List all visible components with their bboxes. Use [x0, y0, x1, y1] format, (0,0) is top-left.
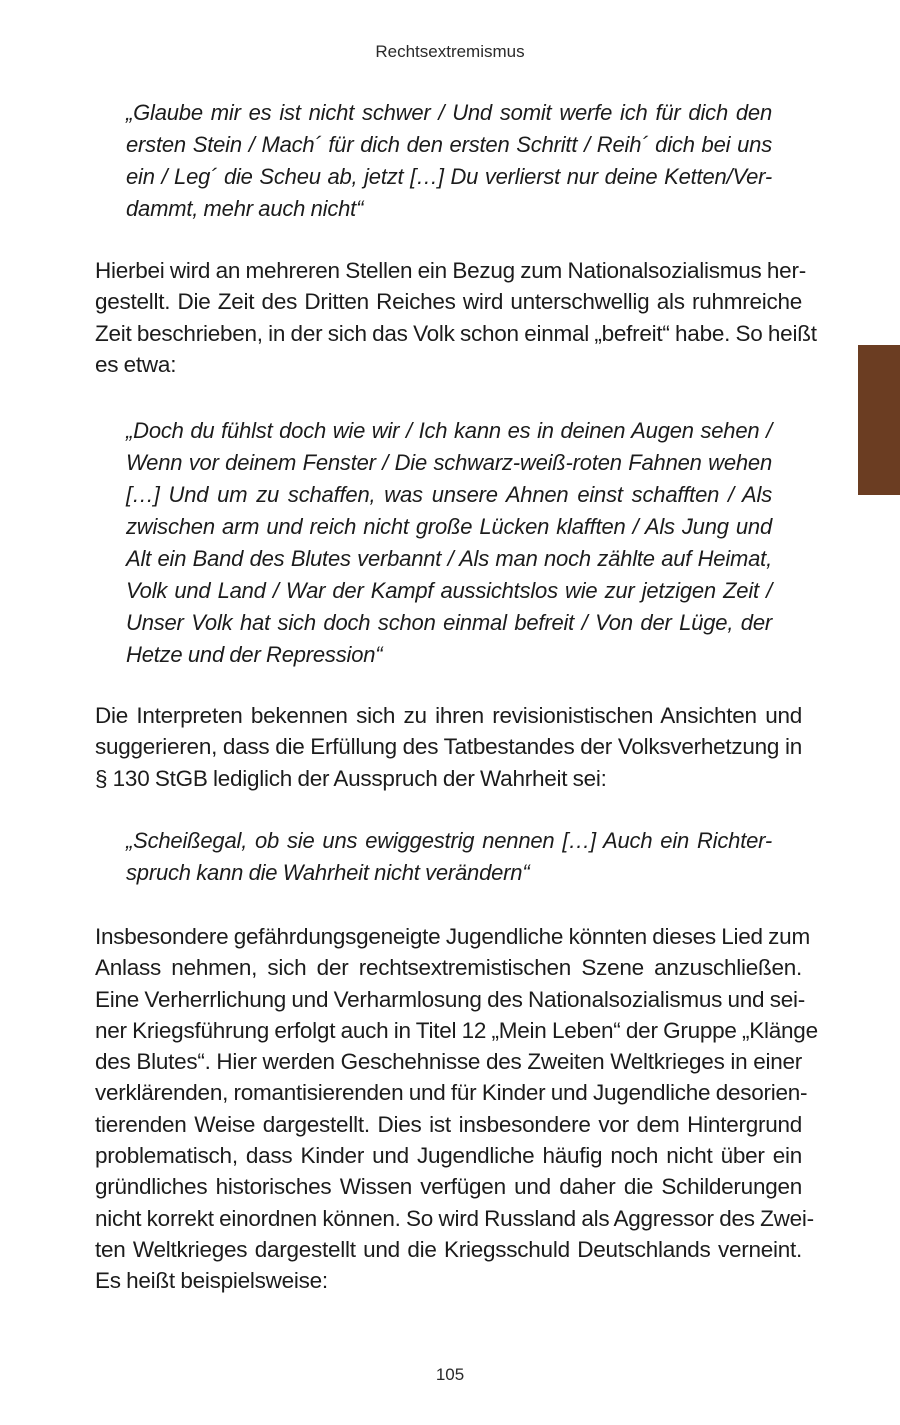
quote-line: Wenn vor deinem Fenster / Die schwarz-weiß-roten Fahnen wehen	[126, 450, 772, 475]
quote-line: Alt ein Band des Blutes verbannt / Als man noch zählte auf Heimat,	[126, 546, 772, 571]
paragraph-line: Zeit beschrieben, in der sich das Volk schon einmal „befreit“ habe. So heißt	[95, 320, 817, 346]
paragraph-line: Es heißt beispielsweise:	[95, 1268, 328, 1294]
paragraph-line: suggerieren, dass die Erfüllung des Tatbestandes der Volksverhetzung in	[95, 734, 802, 760]
quote-line: dammt, mehr auch nicht“	[126, 196, 364, 221]
quote-1	[126, 97, 772, 225]
quote-line: ersten Stein / Mach´ für dich den ersten Schritt / Reih´ dich bei uns	[126, 132, 772, 157]
quote-line: Unser Volk hat sich doch schon einmal befreit / Von der Lüge, der	[126, 610, 772, 635]
paragraph-line: Anlass nehmen, sich der rechtsextremistischen Szene anzuschließen.	[95, 955, 802, 981]
quote-line: […] Und um zu schaffen, was unsere Ahnen einst schafften / Als	[126, 482, 772, 507]
quote-line: spruch kann die Wahrheit nicht verändern“	[126, 860, 530, 885]
paragraph-line: des Blutes“. Hier werden Geschehnisse des Zweiten Weltkrieges in einer	[95, 1049, 802, 1075]
paragraph-2	[95, 700, 802, 794]
paragraph-line: Die Interpreten bekennen sich zu ihren revisionistischen Ansichten und	[95, 703, 802, 728]
page-number: 105	[435, 1365, 465, 1384]
quote-line: „Glaube mir es ist nicht schwer / Und somit werfe ich für dich den	[126, 100, 772, 125]
quote-3	[126, 825, 772, 889]
paragraph-1	[95, 255, 817, 380]
paragraph-line: gründliches historisches Wissen verfügen und daher die Schilderungen	[95, 1174, 802, 1200]
quote-line: „Doch du fühlst doch wie wir / Ich kann es in deinen Augen sehen /	[126, 418, 772, 443]
paragraph-line: Insbesondere gefährdungsgeneigte Jugendliche könnten dieses Lied zum	[95, 924, 810, 949]
paragraph-line: § 130 StGB lediglich der Ausspruch der Wahrheit sei:	[95, 765, 607, 791]
paragraph-line: nicht korrekt einordnen können. So wird Russland als Aggressor des Zwei-	[95, 1205, 814, 1231]
paragraph-line: verklärenden, romantisierenden und für Kinder und Jugendliche desorien-	[95, 1080, 808, 1106]
paragraph-line: problematisch, dass Kinder und Jugendliche häufig noch nicht über ein	[95, 1143, 802, 1169]
paragraph-line: gestellt. Die Zeit des Dritten Reiches wird unterschwellig als ruhmreiche	[95, 289, 802, 315]
paragraph-line: ten Weltkrieges dargestellt und die Kriegsschuld Deutschlands verneint.	[95, 1236, 802, 1262]
paragraph-3	[95, 921, 818, 1297]
paragraph-line: ner Kriegsführung erfolgt auch in Titel 12 „Mein Leben“ der Gruppe „Klänge	[95, 1017, 818, 1043]
quote-line: ein / Leg´ die Scheu ab, jetzt […] Du verlierst nur deine Ketten/Ver-	[126, 164, 772, 189]
chapter-thumb-tab	[858, 345, 900, 495]
quote-line: Volk und Land / War der Kampf aussichtslos wie zur jetzigen Zeit /	[126, 578, 772, 603]
quote-line: „Scheißegal, ob sie uns ewiggestrig nennen […] Auch ein Richter-	[126, 828, 772, 853]
paragraph-line: Eine Verherrlichung und Verharmlosung des Nationalsozialismus und sei-	[95, 986, 805, 1012]
quote-line: zwischen arm und reich nicht große Lücken klafften / Als Jung und	[126, 514, 772, 539]
running-head: Rechtsextremismus	[375, 42, 525, 61]
paragraph-line: es etwa:	[95, 351, 177, 377]
quote-2	[126, 415, 772, 671]
paragraph-line: Hierbei wird an mehreren Stellen ein Bezug zum Nationalsozialismus her-	[95, 258, 806, 283]
paragraph-line: tierenden Weise dargestellt. Dies ist insbesondere vor dem Hintergrund	[95, 1111, 802, 1137]
quote-line: Hetze und der Repression“	[126, 642, 383, 667]
